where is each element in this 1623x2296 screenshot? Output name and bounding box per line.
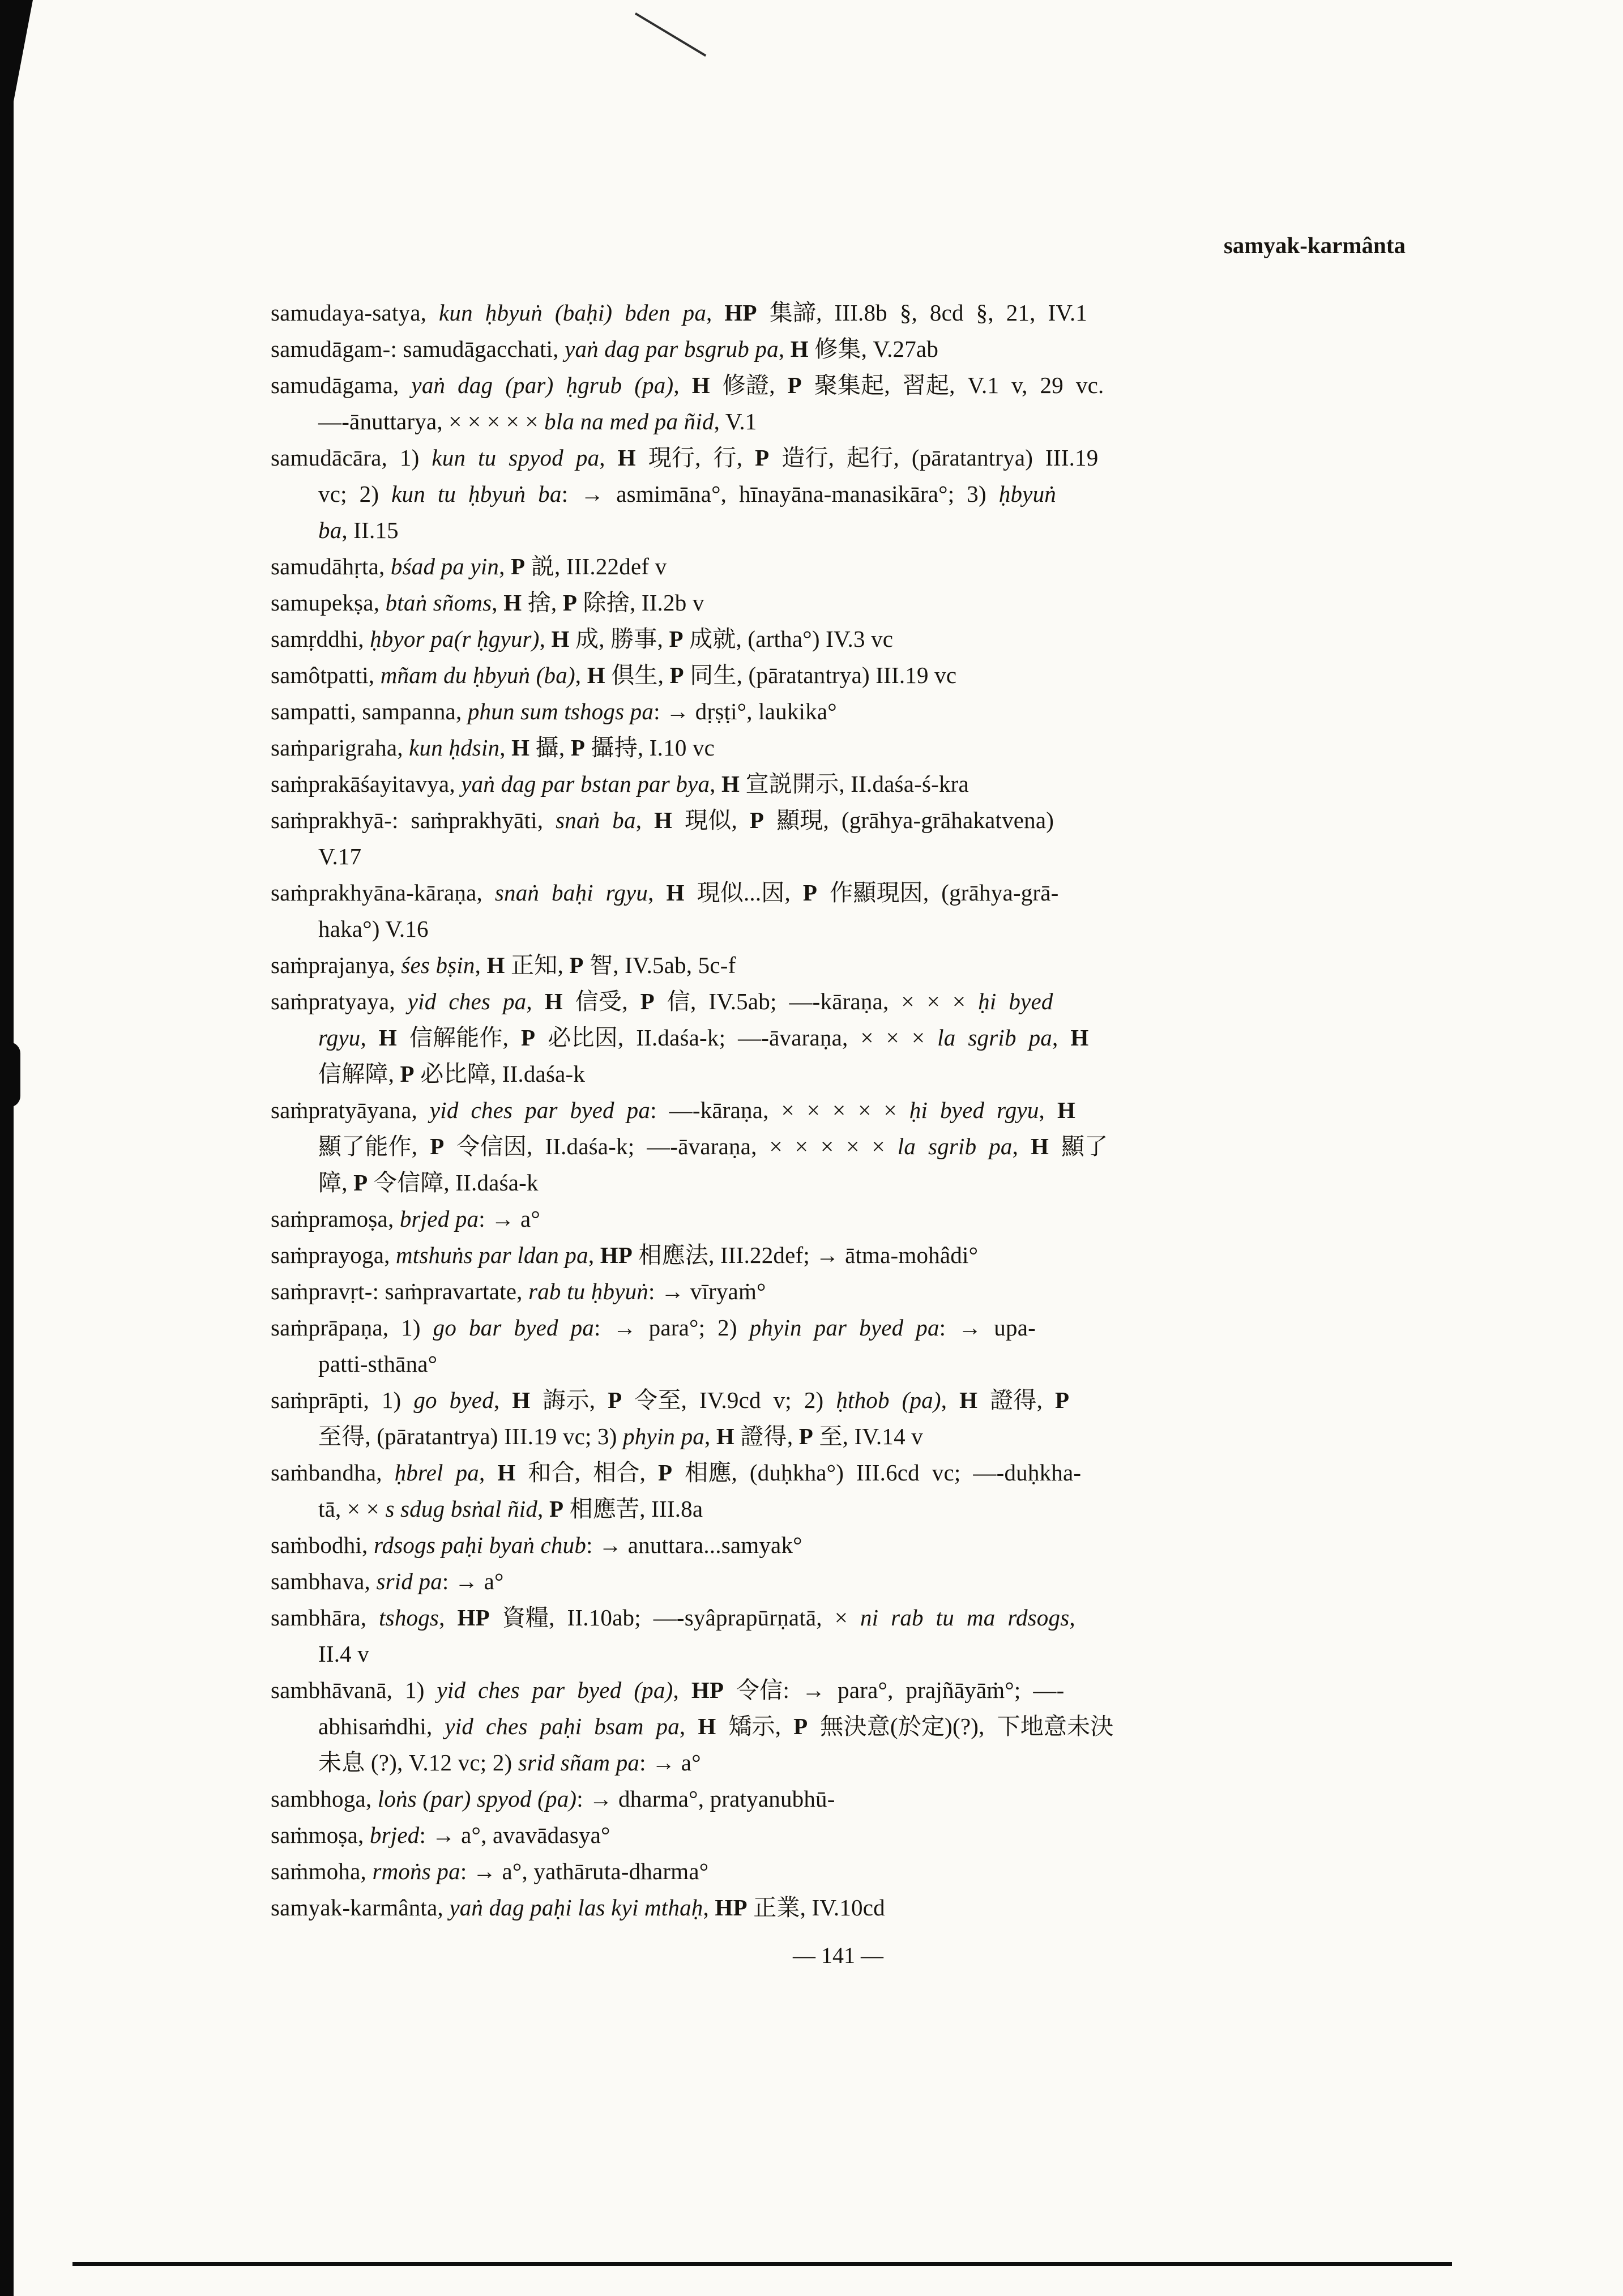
- entry-text: ,: [588, 1242, 600, 1268]
- tibetan-transliteration: rmoṅs pa: [372, 1858, 460, 1884]
- tibetan-transliteration: btaṅ sñoms: [385, 590, 492, 616]
- entry-text: : → a°: [479, 1206, 540, 1232]
- entry-text: samudaya-satya,: [271, 300, 439, 326]
- entry-line: [271, 439, 1406, 476]
- entry-line: [271, 367, 1406, 403]
- entry-line: [271, 983, 1406, 1019]
- entry-text: 除捨, II.2b v: [577, 590, 704, 616]
- entry-text: ,: [599, 445, 618, 471]
- entry-text: 顯現, (grāhya-grāhakatvena): [764, 807, 1054, 833]
- entry-text: ,: [673, 372, 692, 398]
- tibetan-transliteration: la sgrib pa: [897, 1133, 1013, 1159]
- entry-text: —-ānuttarya, × × × × ×: [318, 408, 545, 434]
- entry-text: 資糧, II.10ab; —-syâprapūrṇatā, ×: [489, 1604, 860, 1631]
- entry-line: [271, 621, 1406, 657]
- entry-text: 顯了: [1049, 1133, 1108, 1159]
- tibetan-transliteration: ba: [318, 517, 342, 543]
- translator-marker: P: [430, 1133, 445, 1159]
- translator-marker: HP: [691, 1677, 724, 1703]
- translator-marker: H: [790, 336, 809, 362]
- entry-line: [271, 476, 1406, 512]
- entry-text: : → asmimāna°, hīnayāna-manasikāra°; 3): [561, 481, 999, 507]
- running-head: samyak-karmânta: [1223, 232, 1406, 258]
- entry-text: saṁmoṣa,: [271, 1822, 370, 1848]
- translator-marker: H: [959, 1387, 978, 1413]
- entry-text: ,: [1069, 1604, 1075, 1631]
- page-number: — 141 —: [793, 1943, 883, 1968]
- entry-text: 説, III.22def v: [525, 553, 667, 579]
- translator-marker: H: [721, 771, 740, 797]
- entry-text: : → para°; 2): [594, 1315, 750, 1341]
- translator-marker: P: [521, 1025, 536, 1051]
- entry-text: sambhava,: [271, 1568, 377, 1594]
- entry-text: samṛddhi,: [271, 626, 370, 652]
- translator-marker: H: [617, 445, 636, 471]
- translator-marker: P: [511, 553, 526, 579]
- entry-text: ,: [537, 1496, 549, 1522]
- entry-line: [271, 1309, 1406, 1346]
- entry-text: ,: [704, 1423, 716, 1449]
- entry-line: [271, 1781, 1406, 1817]
- tibetan-transliteration: bśad pa yin: [390, 553, 499, 579]
- translator-marker: P: [569, 952, 584, 978]
- entry-line: [271, 947, 1406, 983]
- entry-line: [271, 403, 1406, 439]
- entry-text: ,: [492, 590, 504, 616]
- entry-text: sambhāra,: [271, 1604, 379, 1631]
- entry-text: 誨示,: [530, 1387, 608, 1413]
- translator-marker: H: [666, 880, 685, 906]
- translator-marker: P: [755, 445, 770, 471]
- translator-marker: P: [549, 1496, 564, 1522]
- entry-text: abhisaṁdhi,: [318, 1713, 445, 1739]
- tibetan-transliteration: srid pa: [376, 1568, 442, 1594]
- entry-line: [271, 548, 1406, 584]
- entry-text: 相應法, III.22def; → ātma-mohâdi°: [633, 1242, 979, 1268]
- translator-marker: H: [378, 1025, 397, 1051]
- tibetan-transliteration: yaṅ dag (par) ḥgrub (pa): [411, 372, 674, 398]
- tibetan-transliteration: srid sñam pa: [518, 1749, 640, 1776]
- entry-text: 倶生,: [605, 662, 670, 688]
- translator-marker: P: [400, 1061, 415, 1087]
- scan-edge-blob-artifact: [0, 1042, 20, 1107]
- entry-line: [271, 729, 1406, 766]
- entry-text: saṁprāpaṇa, 1): [271, 1315, 433, 1341]
- entry-text: ,: [648, 880, 667, 906]
- translator-marker: P: [562, 590, 578, 616]
- translator-marker: P: [787, 372, 802, 398]
- entry-text: 令信障, II.daśa-k: [368, 1170, 539, 1196]
- tibetan-transliteration: snaṅ ba: [556, 807, 636, 833]
- entry-line: [271, 1019, 1406, 1056]
- entry-text: 正業, IV.10cd: [747, 1894, 885, 1921]
- entry-text: 令信: → para°, prajñāyāṁ°; —-: [724, 1677, 1065, 1703]
- translator-marker: P: [608, 1387, 622, 1413]
- entry-line: [271, 1889, 1406, 1926]
- entry-text: 令至, IV.9cd v; 2): [622, 1387, 836, 1413]
- tibetan-transliteration: yid ches par byed (pa): [437, 1677, 673, 1703]
- tibetan-transliteration: la sgrib pa: [937, 1025, 1052, 1051]
- entry-text: ,: [499, 735, 512, 761]
- tibetan-transliteration: phyin pa: [623, 1423, 704, 1449]
- tibetan-transliteration: kun tu ḥbyuṅ ba: [391, 481, 562, 507]
- translator-marker: H: [511, 735, 530, 761]
- entry-text: sampatti, sampanna,: [271, 698, 468, 724]
- entry-text: : → a°: [442, 1568, 504, 1594]
- entry-text: samudācāra, 1): [271, 445, 432, 471]
- tibetan-transliteration: phyin par byed pa: [749, 1315, 939, 1341]
- entry-text: 矯示,: [716, 1713, 794, 1739]
- entry-text: 至, IV.14 v: [813, 1423, 923, 1449]
- entry-line: [271, 1563, 1406, 1599]
- entry-text: 修證,: [710, 372, 788, 398]
- translator-marker: H: [1057, 1097, 1076, 1123]
- entry-text: 障,: [318, 1170, 354, 1196]
- entry-text: 相應苦, III.8a: [563, 1496, 703, 1522]
- entry-text: 現似...因,: [684, 880, 803, 906]
- tibetan-transliteration: go bar byed pa: [433, 1315, 594, 1341]
- entry-text: ,: [941, 1387, 960, 1413]
- tibetan-transliteration: rdsogs paḥi byaṅ chub: [373, 1532, 587, 1558]
- entry-line: [271, 1128, 1406, 1164]
- entry-text: 現行, 行,: [635, 445, 755, 471]
- entry-line: [271, 1853, 1406, 1889]
- entry-text: ,: [703, 1894, 715, 1921]
- tibetan-transliteration: yaṅ dag par bstan par bya: [461, 771, 710, 797]
- entry-text: 同生, (pāratantrya) III.19 vc: [684, 662, 957, 688]
- entry-text: ,: [673, 1677, 691, 1703]
- tibetan-transliteration: ḥthob (pa): [836, 1387, 941, 1413]
- entry-text: samyak-karmânta,: [271, 1894, 450, 1921]
- tibetan-transliteration: yid ches paḥi bsam pa: [445, 1713, 680, 1739]
- entry-text: patti-sthāna°: [318, 1351, 438, 1377]
- entry-text: ,: [1052, 1025, 1071, 1051]
- tibetan-transliteration: loṅs (par) spyod (pa): [377, 1786, 577, 1812]
- tibetan-transliteration: brjed pa: [399, 1206, 479, 1232]
- translator-marker: H: [691, 372, 710, 398]
- entry-line: [271, 1164, 1406, 1201]
- translator-marker: H: [1031, 1133, 1049, 1159]
- entry-text: haka°) V.16: [318, 916, 429, 942]
- tibetan-transliteration: yid ches pa: [407, 988, 527, 1014]
- entry-text: samôtpatti,: [271, 662, 381, 688]
- entry-line: [271, 1672, 1406, 1708]
- tibetan-transliteration: mñam du ḥbyuṅ (ba): [380, 662, 575, 688]
- scan-bottom-line-artifact: [72, 2262, 1452, 2266]
- entry-text: 和合, 相合,: [515, 1459, 658, 1486]
- tibetan-transliteration: snaṅ baḥi rgyu: [494, 880, 648, 906]
- tibetan-transliteration: phun sum tshogs pa: [467, 698, 654, 724]
- entry-text: samudāgama,: [271, 372, 412, 398]
- entry-text: saṁbandha,: [271, 1459, 395, 1486]
- translator-marker: H: [503, 590, 522, 616]
- entry-line: [271, 693, 1406, 729]
- entry-text: 現似,: [672, 807, 750, 833]
- tibetan-transliteration: ḥbyor pa(r ḥgyur): [370, 626, 540, 652]
- entry-text: 成, 勝事,: [569, 626, 669, 652]
- translator-marker: H: [544, 988, 563, 1014]
- translator-marker: H: [1070, 1025, 1089, 1051]
- entry-line: [271, 802, 1406, 838]
- tibetan-transliteration: brjed: [369, 1822, 420, 1848]
- entry-text: vc; 2): [318, 481, 392, 507]
- entry-text: saṁprayoga,: [271, 1242, 396, 1268]
- entry-text: ,: [575, 662, 587, 688]
- entry-text: saṁpramoṣa,: [271, 1206, 400, 1232]
- entry-text: ,: [1039, 1097, 1057, 1123]
- translator-marker: P: [1054, 1387, 1070, 1413]
- translator-marker: H: [512, 1387, 531, 1413]
- entry-text: : → a°, avavādasya°: [419, 1822, 610, 1848]
- entry-line: [271, 1817, 1406, 1853]
- translator-marker: HP: [457, 1604, 490, 1631]
- entry-line: [271, 331, 1406, 367]
- entry-line: [271, 874, 1406, 911]
- entry-text: saṁprakhyāna-kāraṇa,: [271, 880, 495, 906]
- tibetan-transliteration: kun tu spyod pa: [432, 445, 600, 471]
- entry-text: 智, IV.5ab, 5c-f: [583, 952, 736, 978]
- entry-text: samupekṣa,: [271, 590, 386, 616]
- entry-line: [271, 1418, 1406, 1454]
- tibetan-transliteration: s sdug bsṅal ñid: [385, 1496, 538, 1522]
- entry-text: 捨,: [522, 590, 563, 616]
- translator-marker: HP: [600, 1242, 633, 1268]
- entry-text: ,: [679, 1713, 698, 1739]
- translator-marker: P: [570, 735, 586, 761]
- entry-text: ,: [526, 988, 545, 1014]
- entry-line: [271, 1273, 1406, 1309]
- entry-line: [271, 295, 1406, 331]
- entry-line: [271, 911, 1406, 947]
- entry-text: saṁpravṛt-: saṁpravartate,: [271, 1278, 529, 1304]
- entry-text: ,: [635, 807, 655, 833]
- entry-text: 顯了能作,: [318, 1133, 430, 1159]
- entry-text: saṁprajanya,: [271, 952, 402, 978]
- entry-line: [271, 1382, 1406, 1418]
- tibetan-transliteration: rab tu ḥbyuṅ: [528, 1278, 649, 1304]
- entry-text: ,: [479, 1459, 498, 1486]
- tibetan-transliteration: go byed: [413, 1387, 494, 1413]
- tibetan-transliteration: bla na med pa ñid: [544, 408, 714, 434]
- entry-text: : → a°, yathāruta-dharma°: [460, 1858, 709, 1884]
- entry-text: ,: [710, 771, 722, 797]
- entry-line: [271, 1237, 1406, 1273]
- entry-text: : → dṛṣṭi°, laukika°: [654, 698, 837, 724]
- entry-text: 相應, (duḥkha°) III.6cd vc; —-duḥkha-: [672, 1459, 1082, 1486]
- tibetan-transliteration: rgyu: [318, 1025, 361, 1051]
- translator-marker: H: [716, 1423, 734, 1449]
- translator-marker: H: [486, 952, 505, 978]
- entry-text: saṁparigraha,: [271, 735, 409, 761]
- entry-text: : —-kāraṇa, × × × × ×: [650, 1097, 909, 1123]
- entry-line: [271, 1056, 1406, 1092]
- tibetan-transliteration: kun ḥdsin: [409, 735, 500, 761]
- tibetan-transliteration: yaṅ dag paḥi las kyi mthaḥ: [449, 1894, 703, 1921]
- entry-line: [271, 657, 1406, 693]
- entry-text: sambhāvanā, 1): [271, 1677, 437, 1703]
- entry-text: V.17: [318, 843, 362, 869]
- entry-text: ,: [499, 553, 511, 579]
- entry-text: 證得,: [977, 1387, 1055, 1413]
- tibetan-transliteration: ḥbyuṅ: [998, 481, 1056, 507]
- entry-line: [271, 1201, 1406, 1237]
- entry-text: 信解能作,: [396, 1025, 522, 1051]
- entry-text: 至得, (pāratantrya) III.19 vc; 3): [318, 1423, 623, 1449]
- entry-text: saṁpratyāyana,: [271, 1097, 430, 1123]
- tibetan-transliteration: ni rab tu ma rdsogs: [860, 1604, 1070, 1631]
- translator-marker: H: [587, 662, 605, 688]
- entry-text: ,: [1012, 1133, 1031, 1159]
- entry-line: [271, 1346, 1406, 1382]
- translator-marker: P: [353, 1170, 368, 1196]
- translator-marker: P: [657, 1459, 673, 1486]
- entry-text: , II.15: [341, 517, 399, 543]
- tibetan-transliteration: tshogs: [379, 1604, 439, 1631]
- translator-marker: P: [793, 1713, 808, 1739]
- entry-text: 修集, V.27ab: [808, 336, 939, 362]
- entry-line: [271, 1708, 1406, 1744]
- entry-text: 攝持, I.10 vc: [585, 735, 715, 761]
- entry-text: saṁprāpti, 1): [271, 1387, 414, 1413]
- entry-line: [271, 1527, 1406, 1563]
- translator-marker: HP: [724, 300, 757, 326]
- entry-line: [271, 512, 1406, 548]
- entry-text: : → dharma°, pratyanubhū-: [576, 1786, 835, 1812]
- entry-line: [271, 1092, 1406, 1128]
- entry-text: ,: [360, 1025, 379, 1051]
- entry-text: 未息 (?), V.12 vc; 2): [318, 1749, 518, 1776]
- entry-text: : → a°: [639, 1749, 701, 1776]
- translator-marker: P: [798, 1423, 813, 1449]
- entry-line: [271, 1491, 1406, 1527]
- entry-text: 信解障,: [318, 1061, 400, 1087]
- entry-text: saṁmoha,: [271, 1858, 373, 1884]
- entry-text: saṁprakhyā-: saṁprakhyāti,: [271, 807, 556, 833]
- entry-line: [271, 1599, 1406, 1636]
- translator-marker: H: [654, 807, 673, 833]
- entry-text: : → upa-: [939, 1315, 1036, 1341]
- entry-text: 必比障, II.daśa-k: [414, 1061, 586, 1087]
- entry-line: [271, 838, 1406, 874]
- entry-line: [271, 584, 1406, 621]
- scan-edge-top-artifact: [0, 0, 33, 125]
- entry-text: : → anuttara...samyak°: [586, 1532, 802, 1558]
- entry-text: 信, IV.5ab; —-kāraṇa, × × ×: [654, 988, 979, 1014]
- entry-text: ,: [778, 336, 791, 362]
- scan-edge-artifact: [0, 0, 14, 2296]
- entry-text: 集諦, III.8b §, 8cd §, 21, IV.1: [757, 300, 1088, 326]
- scan-diagonal-mark-artifact: [635, 12, 706, 57]
- entry-text: 必比因, II.daśa-k; —-āvaraṇa, × × ×: [535, 1025, 938, 1051]
- entry-line: [271, 1454, 1406, 1491]
- entry-text: sambhoga,: [271, 1786, 378, 1812]
- entry-text: ,: [706, 300, 725, 326]
- entry-text: 攝,: [529, 735, 571, 761]
- translator-marker: P: [669, 662, 684, 688]
- entry-text: ,: [439, 1604, 458, 1631]
- entry-text: , V.1: [714, 408, 757, 434]
- entry-text: 宣説開示, II.daśa-ś-kra: [740, 771, 969, 797]
- entry-line: [271, 766, 1406, 802]
- entry-text: 信受,: [562, 988, 640, 1014]
- tibetan-transliteration: yaṅ dag par bsgrub pa: [565, 336, 779, 362]
- entry-text: 成就, (artha°) IV.3 vc: [683, 626, 894, 652]
- tibetan-transliteration: yid ches par byed pa: [429, 1097, 651, 1123]
- tibetan-transliteration: mtshuṅs par ldan pa: [396, 1242, 588, 1268]
- entry-text: 無決意(於定)(?), 下地意未決: [808, 1713, 1114, 1739]
- tibetan-transliteration: śes bṣin: [401, 952, 475, 978]
- entry-text: ,: [539, 626, 552, 652]
- entry-text: 作顯現因, (grāhya-grā-: [817, 880, 1059, 906]
- translator-marker: HP: [715, 1894, 748, 1921]
- entry-lines: [271, 295, 1406, 1926]
- translator-marker: H: [551, 626, 570, 652]
- entry-text: 聚集起, 習起, V.1 v, 29 vc.: [801, 372, 1104, 398]
- entry-text: : → vīryaṁ°: [648, 1278, 766, 1304]
- translator-marker: P: [640, 988, 655, 1014]
- tibetan-transliteration: ḥi byed: [978, 988, 1053, 1014]
- entry-text: ,: [475, 952, 487, 978]
- entry-text: tā, × ×: [318, 1496, 386, 1522]
- tibetan-transliteration: ḥbrel pa: [394, 1459, 479, 1486]
- entry-text: samudāgam-: samudāgacchati,: [271, 336, 565, 362]
- tibetan-transliteration: ḥi byed rgyu: [909, 1097, 1039, 1123]
- entry-line: [271, 1636, 1406, 1672]
- tibetan-transliteration: kun ḥbyuṅ (baḥi) bden pa: [439, 300, 707, 326]
- entry-text: saṁpratyaya,: [271, 988, 408, 1014]
- translator-marker: P: [802, 880, 818, 906]
- entry-text: ,: [493, 1387, 512, 1413]
- translator-marker: P: [669, 626, 684, 652]
- entry-line: [271, 1744, 1406, 1781]
- entry-text: 正知,: [505, 952, 570, 978]
- translator-marker: H: [698, 1713, 716, 1739]
- entry-text: II.4 v: [318, 1641, 370, 1667]
- entry-text: 令信因, II.daśa-k; —-āvaraṇa, × × × × ×: [444, 1133, 898, 1159]
- entry-text: saṁprakāśayitavya,: [271, 771, 462, 797]
- translator-marker: P: [749, 807, 764, 833]
- entry-text: saṁbodhi,: [271, 1532, 374, 1558]
- entry-text: 證得,: [734, 1423, 799, 1449]
- entry-text: samudāhṛta,: [271, 553, 391, 579]
- translator-marker: H: [497, 1459, 516, 1486]
- entry-text: 造行, 起行, (pāratantrya) III.19: [769, 445, 1099, 471]
